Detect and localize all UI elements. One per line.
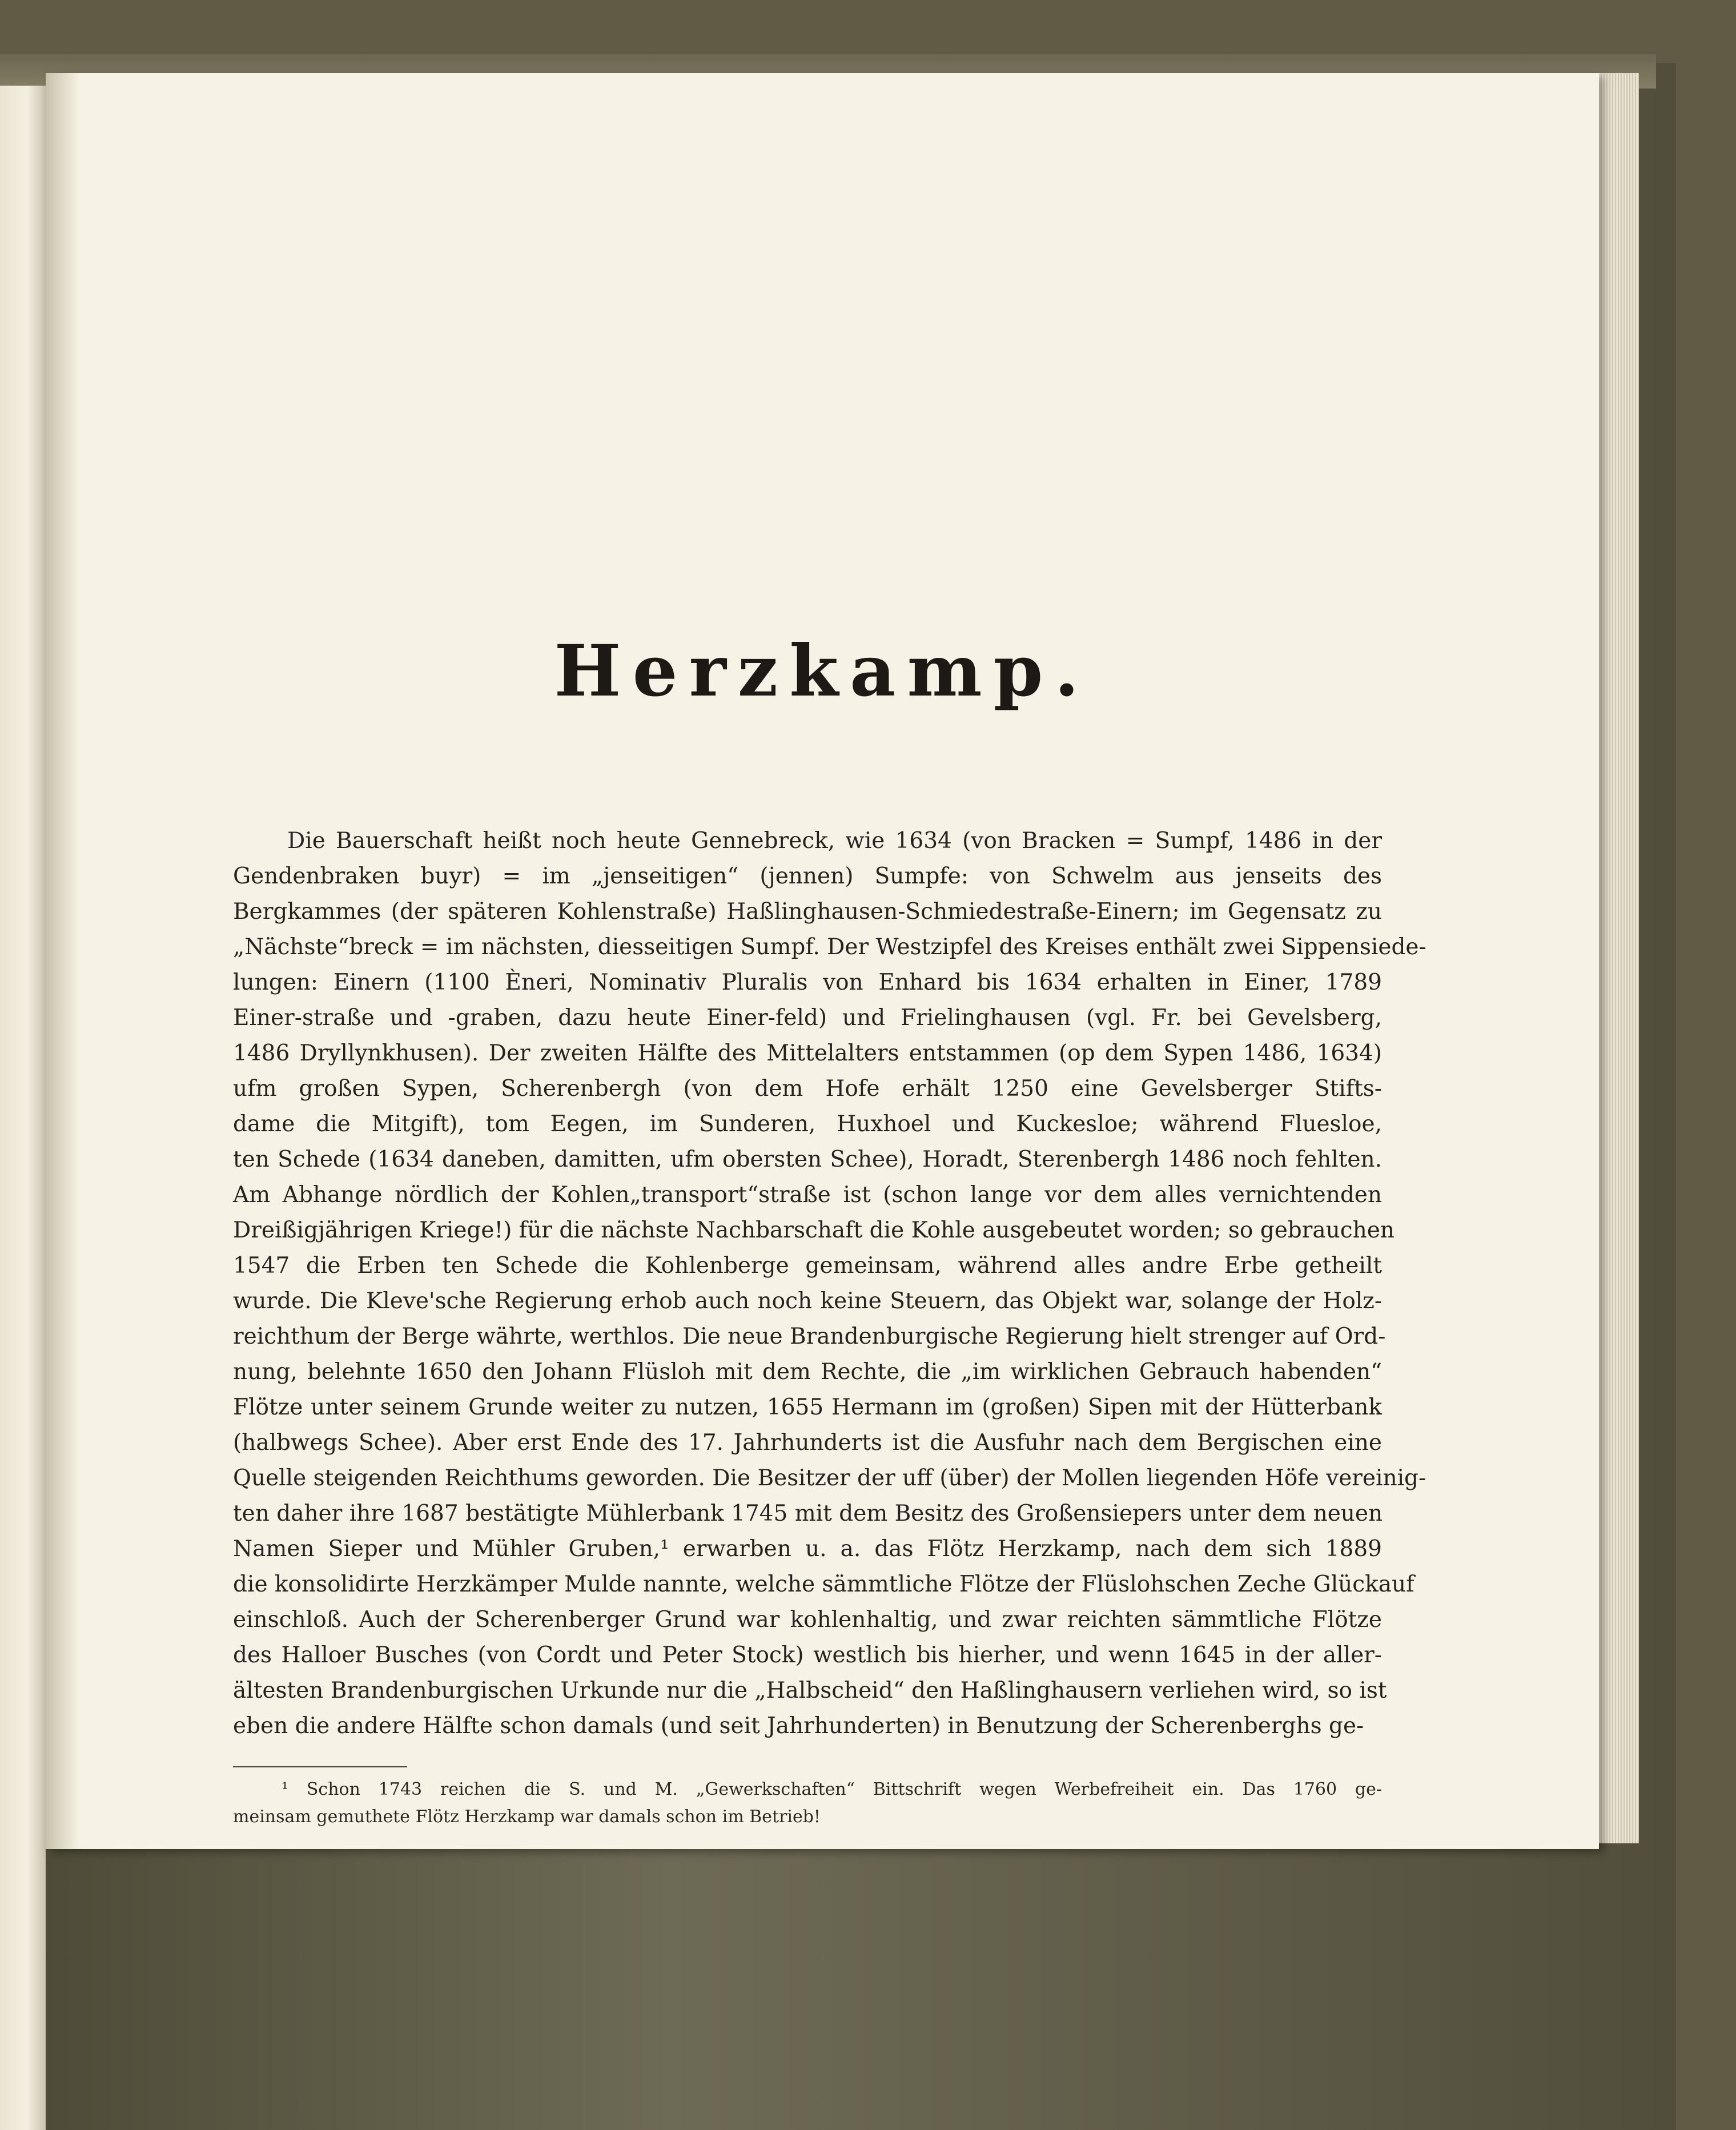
text-line: 1547 die Erben ten Schede die Kohlenberge gemeinsam, während alles andre Erbe getheilt xyxy=(233,1253,1382,1279)
page-title: Herzkamp. xyxy=(554,630,1091,713)
text-line: ten Schede (1634 daneben, damitten, ufm obersten Schee), Horadt, Sterenbergh 1486 noch fehlten. xyxy=(233,1147,1382,1172)
text-line: die konsolidirte Herzkämper Mulde nannte, welche sämmtliche Flötze der Flüslohschen Zeche Glückauf xyxy=(233,1572,1414,1597)
text-line: reichthum der Berge währte, werthlos. Die neue Brandenburgische Regierung hielt strenger auf Ord- xyxy=(233,1324,1386,1349)
text-line: Bergkammes (der späteren Kohlenstraße) Haßlinghausen-Schmiedestraße-Einern; im Gegensatz zu xyxy=(233,899,1382,925)
text-line: nung, belehnte 1650 den Johann Flüsloh mit dem Rechte, die „im wirklichen Gebrauch habenden“ xyxy=(233,1359,1382,1385)
body-text xyxy=(233,823,1426,1744)
text-line: Einer-straße und -graben, dazu heute Einer-feld) und Frielinghausen (vgl. Fr. bei Gevelsberg, xyxy=(233,1005,1382,1031)
text-line: Quelle steigenden Reichthums geworden. Die Besitzer der uff (über) der Mollen liegenden Höfe vereinig- xyxy=(233,1465,1426,1491)
book-page xyxy=(46,73,1599,1849)
page-gutter-shadow xyxy=(46,73,80,1849)
text-line: (halbwegs Schee). Aber erst Ende des 17. Jahrhunderts ist die Ausfuhr nach dem Bergischen eine xyxy=(233,1430,1382,1456)
footnote-line: meinsam gemuthete Flötz Herzkamp war damals schon im Betrieb! xyxy=(233,1807,821,1827)
text-line: Die Bauerschaft heißt noch heute Gennebreck, wie 1634 (von Bracken = Sumpf, 1486 in der xyxy=(287,828,1382,854)
text-line: Namen Sieper und Mühler Gruben,¹ erwarben u. a. das Flötz Herzkamp, nach dem sich 1889 xyxy=(233,1536,1382,1562)
text-line: einschloß. Auch der Scherenberger Grund war kohlenhaltig, und zwar reichten sämmtliche Flötze xyxy=(233,1607,1382,1633)
text-line: eben die andere Hälfte schon damals (und seit Jahrhunderten) in Benutzung der Scherenberghs ge- xyxy=(233,1713,1364,1739)
facing-page-edge xyxy=(0,86,46,2130)
text-line: ältesten Brandenburgischen Urkunde nur die „Halbscheid“ den Haßlinghausern verliehen wird, so ist xyxy=(233,1678,1387,1703)
text-line: des Halloer Busches (von Cordt und Peter Stock) westlich bis hierher, und wenn 1645 in der aller- xyxy=(233,1642,1382,1668)
footnote-line: ¹ Schon 1743 reichen die S. und M. „Gewerkschaften“ Bittschrift wegen Werbefreiheit ein. Das 1760 ge- xyxy=(282,1779,1382,1799)
text-line: Am Abhange nördlich der Kohlen„transport“straße ist (schon lange vor dem alles vernichtenden xyxy=(233,1182,1382,1208)
text-line: ufm großen Sypen, Scherenbergh (von dem Hofe erhält 1250 eine Gevelsberger Stifts- xyxy=(233,1076,1382,1102)
footnote-rule xyxy=(233,1766,407,1767)
text-line: 1486 Dryllynkhusen). Der zweiten Hälfte des Mittelalters entstammen (op dem Sypen 1486, 1634) xyxy=(233,1040,1382,1066)
text-line: ten daher ihre 1687 bestätigte Mühlerbank 1745 mit dem Besitz des Großensiepers unter dem neuen xyxy=(233,1501,1383,1526)
text-line: Dreißigjährigen Kriege!) für die nächste Nachbarschaft die Kohle ausgebeutet worden; so gebrauchen xyxy=(233,1217,1395,1243)
footnote xyxy=(233,1776,1382,1831)
text-line: Flötze unter seinem Grunde weiter zu nutzen, 1655 Hermann im (großen) Sipen mit der Hütterbank xyxy=(233,1394,1382,1420)
text-line: lungen: Einern (1100 Èneri, Nominativ Pluralis von Enhard bis 1634 erhalten in Einer, 1789 xyxy=(233,970,1382,995)
text-line: „Nächste“breck = im nächsten, diesseitigen Sumpf. Der Westzipfel des Kreises enthält zwei Sippensiede- xyxy=(233,934,1426,960)
text-line: wurde. Die Kleve'sche Regierung erhob auch noch keine Steuern, das Objekt war, solange der Holz- xyxy=(233,1288,1382,1314)
text-line: dame die Mitgift), tom Eegen, im Sunderen, Huxhoel und Kuckesloe; während Fluesloe, xyxy=(233,1111,1382,1137)
text-line: Gendenbraken buyr) = im „jenseitigen“ (jennen) Sumpfe: von Schwelm aus jenseits des xyxy=(233,863,1382,889)
